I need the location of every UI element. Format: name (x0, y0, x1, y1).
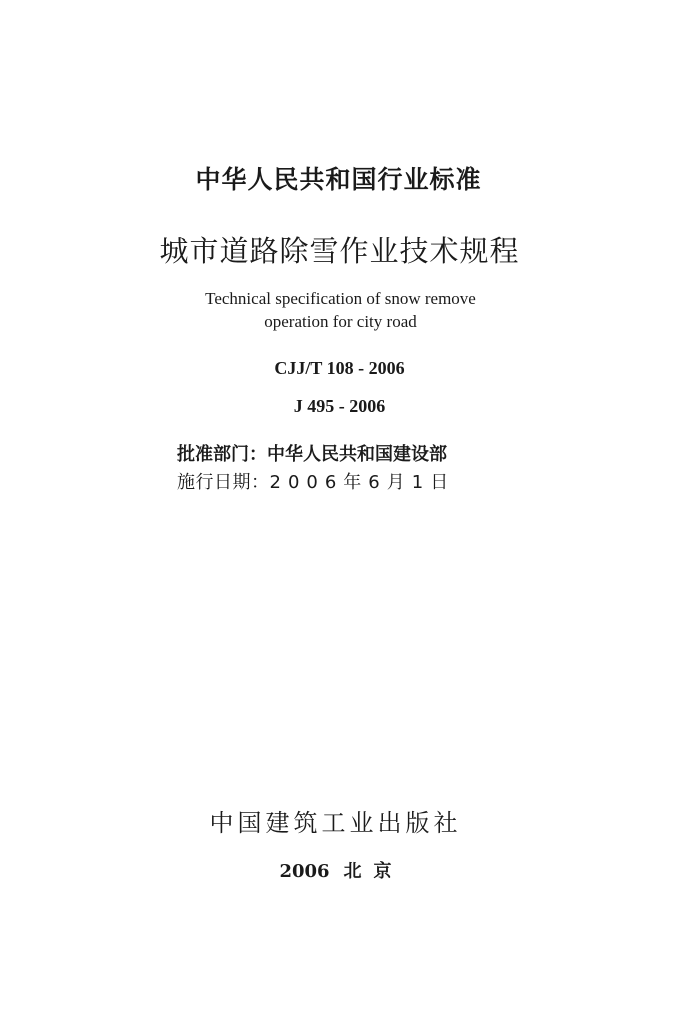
effective-value: 2006年6月1日 (269, 472, 456, 493)
publisher-name: 中国建筑工业出版社 (209, 809, 462, 837)
standard-type-heading: 中华人民共和国行业标准 (195, 165, 482, 194)
document-title-chinese: 城市道路除雪作业技术规程 (159, 234, 520, 268)
publication-city: 北京 (343, 861, 404, 882)
approval-label: 批准部门： (177, 444, 267, 465)
effective-date (177, 468, 455, 494)
title-en-line-1: Technical specification of snow remove (205, 289, 476, 308)
title-en-line-2: operation for city road (264, 312, 417, 331)
publication-info (0, 857, 691, 883)
standard-code-secondary: J 495 - 2006 (293, 396, 386, 416)
standard-code-primary: CJJ/T 108 - 2006 (274, 358, 405, 378)
publication-year: 2006 (279, 861, 330, 882)
effective-label: 施行日期： (177, 472, 270, 493)
approval-department (177, 440, 447, 466)
approval-value: 中华人民共和国建设部 (267, 444, 447, 465)
document-title-english (0, 287, 691, 333)
